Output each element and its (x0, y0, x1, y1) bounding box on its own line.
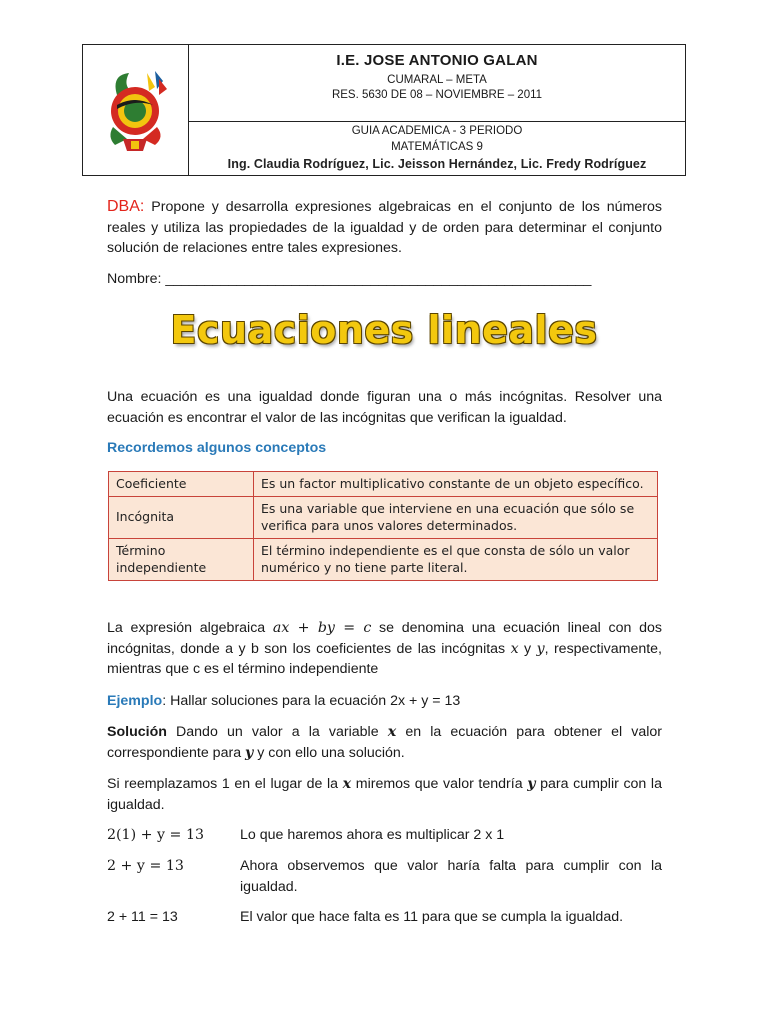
subject-title: MATEMÁTICAS 9 (391, 141, 483, 153)
expression-text-middle: se denomina una ecuación lineal con dos incógnitas, donde a y b son los coeficientes de las incógnitas (107, 620, 662, 657)
solution-label: Solución (107, 724, 167, 740)
replace-var-y: y (527, 776, 536, 792)
step-explanation: Ahora observemos que valor haría falta para cumplir con la igualdad. (240, 858, 662, 895)
name-field[interactable]: Nombre: ______________________________________________________ (107, 271, 592, 287)
concept-term: Incógnita (109, 496, 254, 538)
step-row (107, 856, 662, 900)
replace-text-2: miremos que valor tendría (355, 776, 523, 792)
step-equation: 2(1) + y = 13 (107, 827, 205, 843)
step-row (107, 825, 662, 847)
dba-text: Propone y desarrolla expresiones algebraicas en el conjunto de los números reales y utiliza las propiedades de la igualdad y de orden para determinar el conjunto solución de relaciones entre tales expresiones. (107, 199, 662, 256)
step-equation: 2 + 11 = 13 (107, 909, 178, 925)
expression-var-y: y (536, 640, 545, 657)
replace-paragraph (107, 774, 662, 815)
solution-var-y: y (245, 744, 254, 761)
concepts-table (108, 471, 658, 581)
teachers-list: Ing. Claudia Rodríguez, Lic. Jeisson Hernández, Lic. Fredy Rodríguez (227, 157, 647, 171)
expression-text-before: La expresión algebraica (107, 620, 266, 636)
dba-paragraph: DBA: Propone y desarrolla expresiones algebraicas en el conjunto de los números reales y utiliza las propiedades de la igualdad y de orden para determinar el conjunto solución de relaciones entre tales expresiones. (107, 198, 662, 256)
step-explanation: El valor que hace falta es 11 para que se cumpla la igualdad. (240, 909, 624, 925)
school-resolution: RES. 5630 DE 08 – NOVIEMBRE – 2011 (331, 89, 543, 101)
school-crest-icon (97, 65, 175, 155)
header-guide-block (189, 121, 685, 175)
school-name: I.E. JOSE ANTONIO GALAN (336, 52, 538, 69)
solution-text-1: Dando un valor a la variable (176, 724, 379, 740)
solution-paragraph (107, 722, 662, 763)
logo-cell (83, 45, 189, 175)
expression-var-x: x (510, 640, 519, 657)
solution-text-3: y con ello una solución. (257, 744, 405, 761)
linear-expression-paragraph (107, 618, 662, 680)
header-table (82, 44, 686, 176)
example-paragraph (107, 691, 662, 712)
expression-and: y (524, 640, 532, 657)
expression-text-after: , respectivamente, mientras que c es el término independiente (107, 640, 662, 677)
concept-definition: Es un factor multiplicativo constante de un objeto específico. (254, 472, 658, 497)
step-row (107, 907, 662, 929)
intro-paragraph: Una ecuación es una igualdad donde figuran una o más incógnitas. Resolver una ecuación es encontrar el valor de las incógnitas que verifican la igualdad. (107, 389, 662, 426)
replace-text-1: Si reemplazamos 1 en el lugar de la (107, 776, 339, 792)
guide-title: GUIA ACADEMICA - 3 PERIODO (351, 125, 523, 137)
school-location: CUMARAL – META (387, 74, 487, 86)
step-equation: 2 + y = 13 (107, 858, 184, 874)
table-row (109, 472, 658, 497)
table-row (109, 496, 658, 538)
concept-definition: Es una variable que interviene en una ecuación que sólo se verifica para unos valores determinados. (254, 496, 658, 538)
example-text: : Hallar soluciones para la ecuación 2x + y = 13 (162, 693, 461, 709)
concepts-heading: Recordemos algunos conceptos (107, 440, 327, 456)
concept-definition: El término independiente es el que consta de sólo un valor numérico y no tiene parte literal. (254, 538, 658, 580)
solution-var-x: x (387, 724, 397, 740)
replace-text-3: para cumplir con la igualdad. (107, 776, 662, 813)
solution-text-2: en la ecuación para obtener el valor correspondiente para (107, 724, 662, 761)
concept-term: Término independiente (109, 538, 254, 580)
example-label: Ejemplo (107, 693, 163, 709)
step-explanation: Lo que haremos ahora es multiplicar 2 x 1 (240, 827, 505, 843)
replace-var-x: x (342, 776, 352, 792)
expression-formula: ax + by = c (272, 620, 372, 636)
page-title: Ecuaciones lineales (170, 308, 598, 352)
dba-label: DBA (107, 198, 140, 215)
concept-term: Coeficiente (109, 472, 254, 497)
header-school-block (189, 45, 685, 122)
table-row (109, 538, 658, 580)
